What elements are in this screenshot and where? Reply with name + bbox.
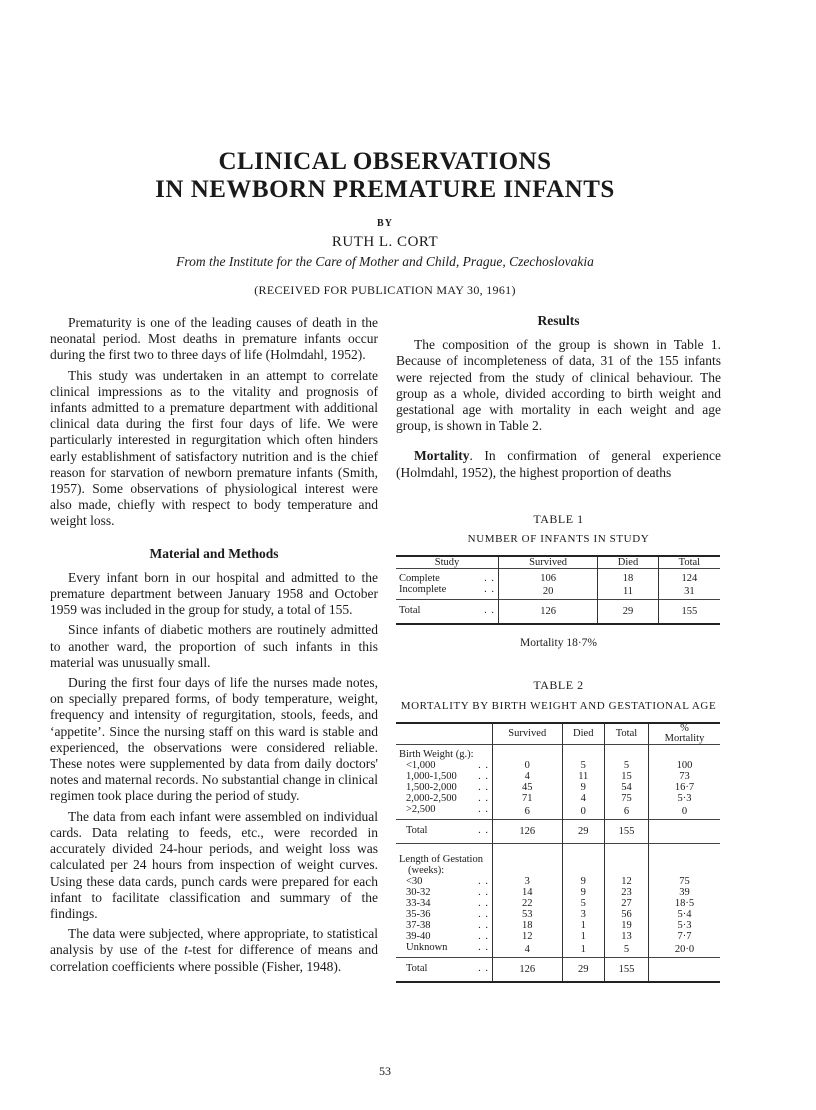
table2-subtitle: MORTALITY BY BIRTH WEIGHT AND GESTATIONAL AGE xyxy=(400,699,717,712)
table2-cell: 54 xyxy=(604,782,648,793)
table1 xyxy=(396,555,720,625)
table1-cell: 11 xyxy=(598,584,659,600)
article-title-line-1: CLINICAL OBSERVATIONS xyxy=(218,148,552,175)
table1-cell: 20 xyxy=(499,584,598,600)
table2-row-label: 35-36 xyxy=(406,908,431,920)
table2-cell: 29 xyxy=(562,819,604,843)
table-row: 1,500-2,000 . . 45 9 54 16·7 xyxy=(396,782,720,793)
table2-gestation-heading-units: (weeks): xyxy=(408,864,445,876)
table-row: 39-40 . . 12 1 13 7·7 xyxy=(396,931,720,942)
table2-weight-total-label: Total xyxy=(406,824,428,836)
table2-cell: 4 xyxy=(562,793,604,804)
table2-cell: 75 xyxy=(648,876,720,887)
left-column xyxy=(50,315,378,979)
table2-cell: 6 xyxy=(493,804,563,820)
table-row: 37-38 . . 18 1 19 5·3 xyxy=(396,920,720,931)
table2-cell: 1 xyxy=(562,931,604,942)
paragraph-intro-2: This study was undertaken in an attempt to correlate clinical impressions as to the vitality and prognosis of infants admitted to a premature department with additional clinical data during the first four days of life. We were particularly interested in regurgitation which often hinders early establishment of satisfactory nutrition and is the chief reason for starvation of newborn premature infants (Smith, 1957). Some observations of physiological interest were also made, chiefly with respect to body temperature and weight loss. xyxy=(50,367,378,529)
table1-title: TABLE 1 xyxy=(533,511,584,526)
table2-cell: 0 xyxy=(562,804,604,820)
table2-cell: 19 xyxy=(604,920,648,931)
table1-cell: 155 xyxy=(658,600,720,625)
author-affiliation: From the Institute for the Care of Mother and Child, Prague, Czechoslovakia xyxy=(176,254,594,269)
table-row: 1,000-1,500 . . 4 11 15 73 xyxy=(396,771,720,782)
table2-gestation-total-label: Total xyxy=(406,962,428,974)
table2-cell: 5 xyxy=(562,760,604,771)
table1-row-label: Complete xyxy=(399,573,440,585)
paragraph-methods-1: Every infant born in our hospital and admitted to the premature department between January 1958 and October 1959 was included in the group for study, a total of 155. xyxy=(50,569,378,618)
paragraph-methods-5-start: The data were subjected, where appropriate, to statistical analysis by use of the xyxy=(50,926,378,958)
paragraph-mortality xyxy=(396,448,721,480)
paragraph-methods-2: Since infants of diabetic mothers are routinely admitted to another ward, the proportion of such infants in this material was unusually small. xyxy=(50,622,378,670)
table1-subtitle: NUMBER OF INFANTS IN STUDY xyxy=(467,533,650,546)
table1-cell: 18 xyxy=(598,569,659,585)
table2-cell: 1 xyxy=(562,942,604,958)
table2-cell: 18·5 xyxy=(648,898,720,909)
table2-cell: 15 xyxy=(604,771,648,782)
author-name: RUTH L. CORT xyxy=(331,234,439,250)
page-number: 53 xyxy=(379,1064,391,1078)
table2-cell: 23 xyxy=(604,887,648,898)
received-date: (RECEIVED FOR PUBLICATION MAY 30, 1961) xyxy=(254,283,516,297)
table2-cell: 5 xyxy=(562,898,604,909)
table2-cell: 1 xyxy=(562,920,604,931)
table2-cell: 73 xyxy=(648,771,720,782)
table2-cell: 16·7 xyxy=(648,782,720,793)
table-row: Total . . 126 29 155 xyxy=(396,957,720,982)
table2-cell: 5 xyxy=(604,760,648,771)
table2-cell: 22 xyxy=(493,898,563,909)
table2-cell: 71 xyxy=(493,793,563,804)
paragraph-intro-1: Prematurity is one of the leading causes of death in the neonatal period. Most deaths in premature infants occur during the first two to three days of life (Holmdahl, 1952). xyxy=(50,315,378,363)
table2-row-label: 30-32 xyxy=(406,886,431,898)
table2-cell: 4 xyxy=(493,942,563,958)
table1-mortality-note: Mortality 18·7% xyxy=(520,637,597,650)
table-row: <1,000 . . 0 5 5 100 xyxy=(396,760,720,771)
table2-row-label: 37-38 xyxy=(406,919,431,931)
table1-cell: 126 xyxy=(499,600,598,625)
table2-row-label: 2,000-2,500 xyxy=(406,792,457,804)
table2-cell: 126 xyxy=(493,819,563,843)
table2-row-label: 1,500-2,000 xyxy=(406,781,457,793)
table2-cell: 155 xyxy=(604,819,648,843)
table2-header-died: Died xyxy=(562,723,604,745)
table1-header-study: Study xyxy=(434,557,460,569)
table2-row-label: <30 xyxy=(406,875,423,887)
section-heading-results: Results xyxy=(537,313,580,328)
table1-cell: 124 xyxy=(658,569,720,585)
table2-cell: 12 xyxy=(493,931,563,942)
table2-cell: 53 xyxy=(493,909,563,920)
table1-row-label: Incomplete xyxy=(399,584,447,596)
table2-cell: 5 xyxy=(604,942,648,958)
table2-cell: 4 xyxy=(493,771,563,782)
table2-row-label: 33-34 xyxy=(406,897,431,909)
table2-cell: 5·3 xyxy=(648,920,720,931)
table2-cell: 3 xyxy=(562,909,604,920)
table1-header-died: Died xyxy=(598,556,659,569)
table2-cell: 5·4 xyxy=(648,909,720,920)
paragraph-results-1: The composition of the group is shown in Table 1. Because of incompleteness of data, 31 of the 155 infants were rejected from the study of clinical behaviour. The group as a whole, divided according to birth weight and gestational age with mortality in each weight and age group, is shown in Table 2. xyxy=(396,337,721,434)
table2-header-total: Total xyxy=(604,723,648,745)
table-row: <30 . . 3 9 12 75 xyxy=(396,876,720,887)
table2-row-label: Unknown xyxy=(406,941,448,953)
table2-row-label: 39-40 xyxy=(406,930,431,942)
table2-cell: 5·3 xyxy=(648,793,720,804)
table-row: Total . . 126 29 155 xyxy=(396,819,720,843)
table-row: >2,500 . . 6 0 6 0 xyxy=(396,804,720,820)
table2-cell: 39 xyxy=(648,887,720,898)
table2-cell: 45 xyxy=(493,782,563,793)
table1-header-total: Total xyxy=(658,556,720,569)
table-row: Total . . 126 29 155 xyxy=(396,600,720,625)
table2 xyxy=(396,722,720,983)
paragraph-methods-5 xyxy=(50,926,378,975)
table2-header-percent: % xyxy=(680,722,689,734)
table1-header-survived: Survived xyxy=(499,556,598,569)
table2-cell: 75 xyxy=(604,793,648,804)
table2-cell: 12 xyxy=(604,876,648,887)
article-title-line-2: IN NEWBORN PREMATURE INFANTS xyxy=(155,176,615,203)
table2-header-mortality xyxy=(648,723,720,745)
table2-header-survived: Survived xyxy=(493,723,563,745)
table1-cell: 31 xyxy=(658,584,720,600)
table2-cell: 0 xyxy=(493,760,563,771)
mortality-run-in-heading: Mortality xyxy=(414,448,470,464)
table1-total-label: Total xyxy=(399,605,421,617)
table-row: 2,000-2,500 . . 71 4 75 5·3 xyxy=(396,793,720,804)
table1-cell: 106 xyxy=(499,569,598,585)
table-row: 30-32 . . 14 9 23 39 xyxy=(396,887,720,898)
table2-row-label: <1,000 xyxy=(406,759,436,771)
table2-cell: 126 xyxy=(493,957,563,982)
table2-cell: 29 xyxy=(562,957,604,982)
table2-cell: 13 xyxy=(604,931,648,942)
table2-gestation-heading: Length of Gestation xyxy=(399,853,483,865)
table-row: Complete . . 106 18 124 xyxy=(396,569,720,585)
table2-cell: 9 xyxy=(562,782,604,793)
table2-cell: 14 xyxy=(493,887,563,898)
table-row: Incomplete . . 20 11 31 xyxy=(396,584,720,600)
paragraph-mortality-text: . In confirmation of general experience (Holmdahl, 1952), the highest proportion of deaths xyxy=(396,448,721,480)
section-heading-methods: Material and Methods xyxy=(149,545,279,561)
table2-cell: 155 xyxy=(604,957,648,982)
table2-header-mortality-label: Mortality xyxy=(664,732,705,744)
paragraph-methods-4: The data from each infant were assembled on individual cards. Data relating to feeds, etc., were recorded in accurately divided 24-hour periods, and weight loss was calculated per 24 hours from inspection of weight curves. Using these data cards, punch cards were prepared for each infant to facilitate classification and summary of the findings. xyxy=(50,808,378,921)
table2-cell: 7·7 xyxy=(648,931,720,942)
table2-cell: 18 xyxy=(493,920,563,931)
table-row: 35-36 . . 53 3 56 5·4 xyxy=(396,909,720,920)
table2-row-label: 1,000-1,500 xyxy=(406,770,457,782)
table2-cell: 6 xyxy=(604,804,648,820)
table2-cell: 3 xyxy=(493,876,563,887)
table2-cell: 0 xyxy=(648,804,720,820)
table2-birth-weight-heading: Birth Weight (g.): xyxy=(399,748,474,760)
paragraph-methods-5-end: -test for difference of means and correlation coefficients where possible (Fisher, 1948). xyxy=(50,942,378,974)
table2-cell: 27 xyxy=(604,898,648,909)
table2-cell: 9 xyxy=(562,876,604,887)
table-row: 33-34 . . 22 5 27 18·5 xyxy=(396,898,720,909)
table2-cell: 56 xyxy=(604,909,648,920)
paragraph-methods-3: During the first four days of life the nurses made notes, on specially prepared forms, of body temperature, weight, frequency and intensity of regurgitation, stools, feeds, and ‘appetite’. Since the nursing staff on this ward is stable and experienced, the observations were considered reliable. These notes were supplemented by data from daily doctors' notes and maternal records. No substantial change in clinical regimen took place during the period of study. xyxy=(50,675,379,804)
t-test-symbol: t xyxy=(184,942,188,958)
table-row: Unknown . . 4 1 5 20·0 xyxy=(396,942,720,958)
table1-cell: 29 xyxy=(598,600,659,625)
byline-by: BY xyxy=(377,218,393,229)
table2-cell: 11 xyxy=(562,771,604,782)
table2-title: TABLE 2 xyxy=(533,678,584,693)
table2-cell: 9 xyxy=(562,887,604,898)
table2-cell: 20·0 xyxy=(648,942,720,958)
table2-row-label: >2,500 xyxy=(406,803,436,815)
table2-cell: 100 xyxy=(648,760,720,771)
right-column xyxy=(396,313,721,983)
